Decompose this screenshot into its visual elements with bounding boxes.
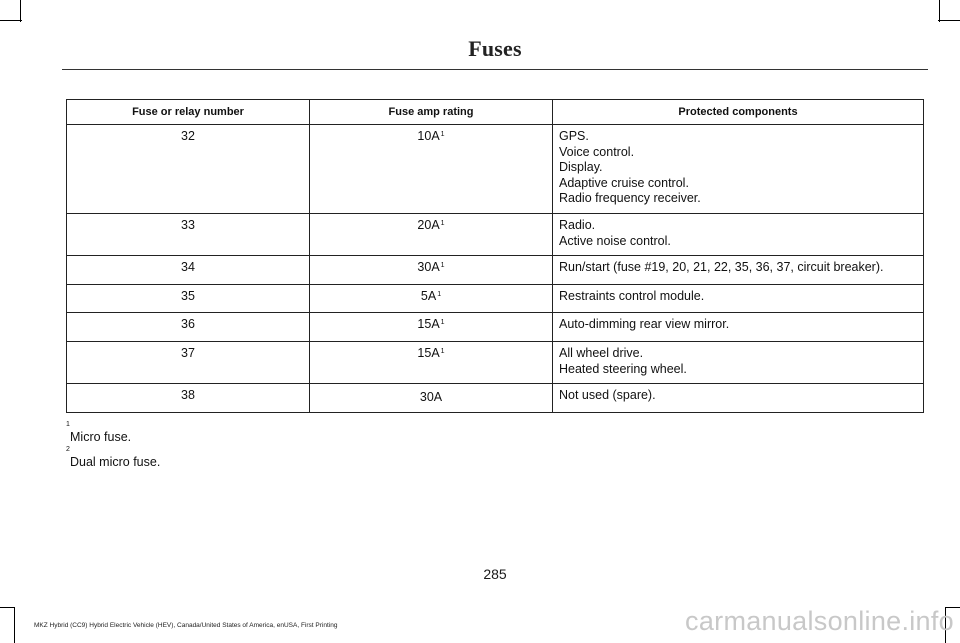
fuse-number-cell: 37 [67,341,310,383]
fuse-number-cell: 33 [67,213,310,255]
footnote-mark: 2 [66,446,70,453]
table-header-row [67,100,924,125]
amp-rating-value: 30A [419,390,443,405]
column-header-rating: Fuse amp rating [310,100,553,125]
footnotes [66,421,161,473]
component-item: Run/start (fuse #19, 20, 21, 22, 35, 36, 37, circuit breaker). [559,260,884,275]
component-item: Restraints control module. [559,288,705,303]
table-row [67,125,924,214]
crop-mark-top-left-h [0,20,22,21]
protected-components-cell [553,256,924,285]
component-item: Active noise control. [559,233,671,248]
crop-mark-top-left-v [20,0,21,22]
fuse-number-cell: 34 [67,256,310,285]
footnote-item [66,446,161,473]
protected-components-cell [553,284,924,313]
table-row [67,256,924,285]
protected-components-cell [553,213,924,255]
component-item: Radio. [559,217,596,232]
amp-rating-value: 5A [420,288,437,303]
footnote-ref: 1 [440,262,445,270]
footnote-text: Micro fuse. [70,430,132,444]
document-footer-note: MKZ Hybrid (CC9) Hybrid Electric Vehicle (HEV), Canada/United States of America, enUSA, First Printing [34,622,338,629]
component-item: Display. [559,160,603,175]
amp-rating-cell [310,341,553,383]
component-item: GPS. [559,129,589,143]
table-row [67,284,924,313]
amp-rating-value: 15A [417,345,440,360]
column-header-components: Protected components [553,100,924,125]
footnote-ref: 1 [440,347,445,355]
table-body [67,125,924,413]
footnote-item [66,421,160,448]
footnote-ref: 1 [440,131,445,138]
header-divider [62,69,928,70]
table-row [67,313,924,342]
footnote-text: Dual micro fuse. [70,455,161,469]
fuse-number-cell: 32 [67,125,310,214]
component-item: Auto-dimming rear view mirror. [559,317,730,332]
page-number: 285 [483,566,507,582]
amp-rating-value: 10A [417,129,440,143]
amp-rating-value: 15A [417,317,440,332]
fuse-number-cell: 35 [67,284,310,313]
protected-components-cell [553,384,924,413]
column-header-number: Fuse or relay number [67,100,310,125]
watermark: carmanualsonline.info [685,606,954,636]
component-item: All wheel drive. [559,345,644,360]
protected-components-cell [553,313,924,342]
crop-mark-bottom-left-v [14,607,15,643]
table-row [67,384,924,413]
protected-components-cell [553,125,924,214]
crop-mark-bottom-left-h [0,607,14,608]
amp-rating-cell [310,284,553,313]
crop-mark-top-right-h [938,20,960,21]
component-item: Not used (spare). [559,388,656,403]
amp-rating-cell [310,213,553,255]
amp-rating-cell [310,384,553,413]
footnote-ref: 1 [440,219,445,227]
fuse-table [66,99,924,413]
footnote-mark: 1 [66,421,70,428]
component-item: Radio frequency receiver. [559,191,701,206]
amp-rating-cell [310,256,553,285]
table-row [67,213,924,255]
component-item: Heated steering wheel. [559,361,687,376]
footnote-ref: 1 [437,290,442,298]
component-item: Voice control. [559,144,635,159]
page-title: Fuses [468,36,522,61]
footnote-ref: 1 [440,319,445,327]
fuse-number-cell: 36 [67,313,310,342]
amp-rating-cell [310,313,553,342]
component-item: Adaptive cruise control. [559,175,689,190]
amp-rating-value: 20A [417,217,440,232]
crop-mark-top-right-v [939,0,940,22]
amp-rating-cell [310,125,553,214]
amp-rating-value: 30A [417,260,440,275]
table-row [67,341,924,383]
fuse-number-cell: 38 [67,384,310,413]
protected-components-cell [553,341,924,383]
